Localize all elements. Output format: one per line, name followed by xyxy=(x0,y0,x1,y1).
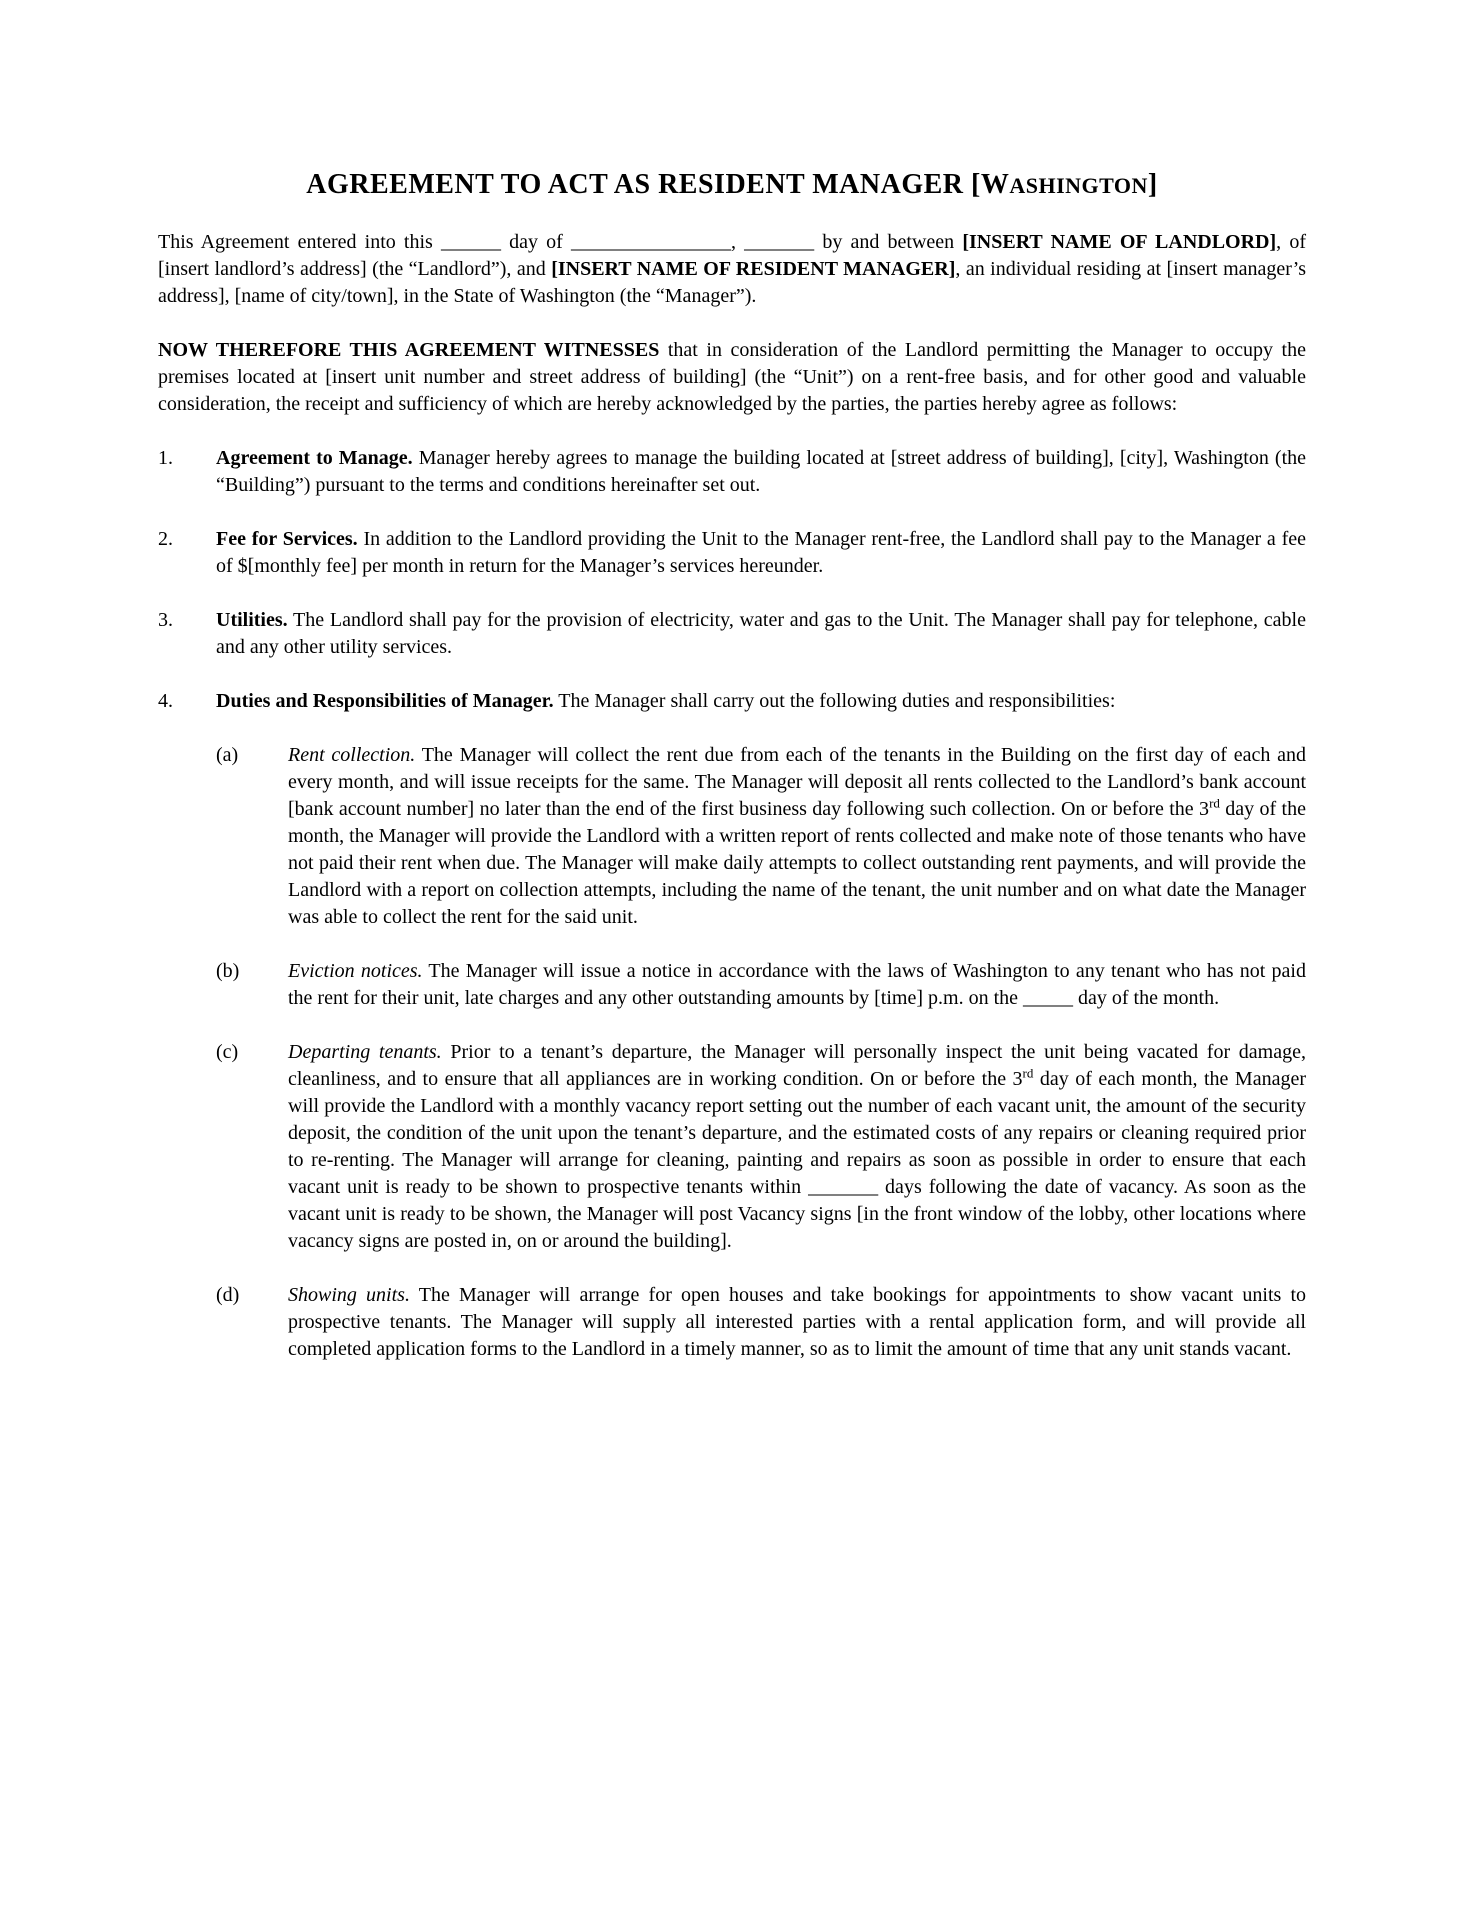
numbered-item-4 xyxy=(158,688,1306,715)
intro-paragraph xyxy=(158,229,1306,310)
lettered-item-a xyxy=(158,742,1306,931)
text-run: [INSERT NAME OF RESIDENT MANAGER] xyxy=(551,258,956,280)
text-run: Prior to a tenant’s departure, the Manager will personally inspect the unit being vacated for damage, cleanliness, and to ensure that all appliances are in working condition. On or before the 3 xyxy=(288,1041,1306,1090)
item-number: 4. xyxy=(158,690,173,712)
text-run: [INSERT NAME OF LANDLORD] xyxy=(962,231,1277,253)
text-run: AGREEMENT TO ACT AS RESIDENT MANAGER [W xyxy=(306,169,1010,200)
item-text xyxy=(216,607,1306,661)
text-run: Manager hereby agrees to manage the building located at [street address of building], [city], Washington (the “Building”) pursuant to the terms and conditions hereinafter set out. xyxy=(216,447,1307,496)
text-run: rd xyxy=(1209,795,1220,811)
item-number: 2. xyxy=(158,528,173,550)
numbered-item-3 xyxy=(158,607,1306,661)
text-run: The Manager shall carry out the following duties and responsibilities: xyxy=(553,690,1116,712)
numbered-item-1 xyxy=(158,445,1306,499)
item-text xyxy=(288,1039,1306,1255)
text-run: Duties and Responsibilities of Manager. xyxy=(216,690,554,712)
witnesses-paragraph xyxy=(158,337,1306,418)
text-run: This Agreement entered into this ______ day of ________________, _______ by and between xyxy=(158,231,963,253)
lettered-item-b xyxy=(158,958,1306,1012)
lettered-item-d xyxy=(158,1282,1306,1363)
text-run: Fee for Services. xyxy=(216,528,358,550)
text-run: Rent collection. xyxy=(288,744,416,766)
item-letter: (d) xyxy=(216,1284,240,1306)
document-content xyxy=(158,168,1306,1390)
item-text xyxy=(288,958,1306,1012)
text-run: The Manager will issue a notice in accordance with the laws of Washington to any tenant who has not paid the rent for their unit, late charges and any other outstanding amounts by [time] p.m. on the _____ day of the month. xyxy=(288,960,1306,1009)
numbered-item-2 xyxy=(158,526,1306,580)
text-run: The Manager will arrange for open houses and take bookings for appointments to show vacant units to prospective tenants. The Manager will supply all interested parties with a rental application form, and will provide all completed application forms to the Landlord in a timely manner, so as to limit the amount of time that any unit stands vacant. xyxy=(288,1284,1307,1360)
item-number: 3. xyxy=(158,609,173,631)
text-run: Showing units. xyxy=(288,1284,410,1306)
lettered-item-c xyxy=(158,1039,1306,1255)
text-run: , of [insert landlord’s address] (the “Landlord”), and xyxy=(158,231,1306,280)
text-run: Departing tenants. xyxy=(288,1041,442,1063)
text-run: that in consideration of the Landlord permitting the Manager to occupy the premises located at [insert unit number and street address of building] (the “Unit”) on a rent-free basis, and for other good and valuable consideration, the receipt and sufficiency of which are hereby acknowledged by the parties, the parties hereby agree as follows: xyxy=(158,339,1306,415)
text-run: NOW THEREFORE THIS AGREEMENT WITNESSES xyxy=(158,339,660,361)
text-run: Eviction notices. xyxy=(288,960,423,982)
text-run: rd xyxy=(1022,1065,1034,1081)
item-number: 1. xyxy=(158,447,173,469)
item-letter: (b) xyxy=(216,960,240,982)
item-letter: (c) xyxy=(216,1041,239,1063)
text-run: The Manager will collect the rent due from each of the tenants in the Building on the first day of each and every month, and will issue receipts for the same. The Manager will deposit all rents collected to the Landlord’s bank account [bank account number] no later than the end of the first business day following such collection. On or before the 3 xyxy=(288,744,1306,820)
text-run: , an individual residing at [insert manager’s address], [name of city/town], in the State of Washington (the “Manager”). xyxy=(158,258,1307,307)
item-letter: (a) xyxy=(216,744,239,766)
text-run: In addition to the Landlord providing the Unit to the Manager rent-free, the Landlord shall pay to the Manager a fee of $[monthly fee] per month in return for the Manager’s services hereunder. xyxy=(216,528,1306,577)
item-text xyxy=(216,688,1306,715)
document-title xyxy=(158,168,1306,203)
text-run: Agreement to Manage. xyxy=(216,447,413,469)
item-text xyxy=(216,526,1306,580)
text-run: ASHINGTON xyxy=(1009,173,1148,198)
text-run: day of each month, the Manager will provide the Landlord with a monthly vacancy report setting out the number of each vacant unit, the amount of the security deposit, the condition of the unit upon the tenant’s departure, and the estimated costs of any repairs or cleaning required prior to re-renting. The Manager will arrange for cleaning, painting and repairs as soon as possible in order to ensure that each vacant unit is ready to be shown to prospective tenants within _______ days following the date of vacancy. As soon as the vacant unit is ready to be shown, the Manager will post Vacancy signs [in the front window of the lobby, other locations where vacancy signs are posted in, on or around the building]. xyxy=(288,1068,1306,1252)
text-run: Utilities. xyxy=(216,609,288,631)
item-text xyxy=(216,445,1306,499)
text-run: day of the month, the Manager will provide the Landlord with a written report of rents collected and make note of those tenants who have not paid their rent when due. The Manager will make daily attempts to collect outstanding rent payments, and will provide the Landlord with a report on collection attempts, including the name of the tenant, the unit number and on what date the Manager was able to collect the rent for the said unit. xyxy=(288,798,1306,928)
text-run: ] xyxy=(1147,169,1158,200)
item-text xyxy=(288,742,1306,931)
item-text xyxy=(288,1282,1306,1363)
text-run: The Landlord shall pay for the provision of electricity, water and gas to the Unit. The Manager shall pay for telephone, cable and any other utility services. xyxy=(216,609,1306,658)
